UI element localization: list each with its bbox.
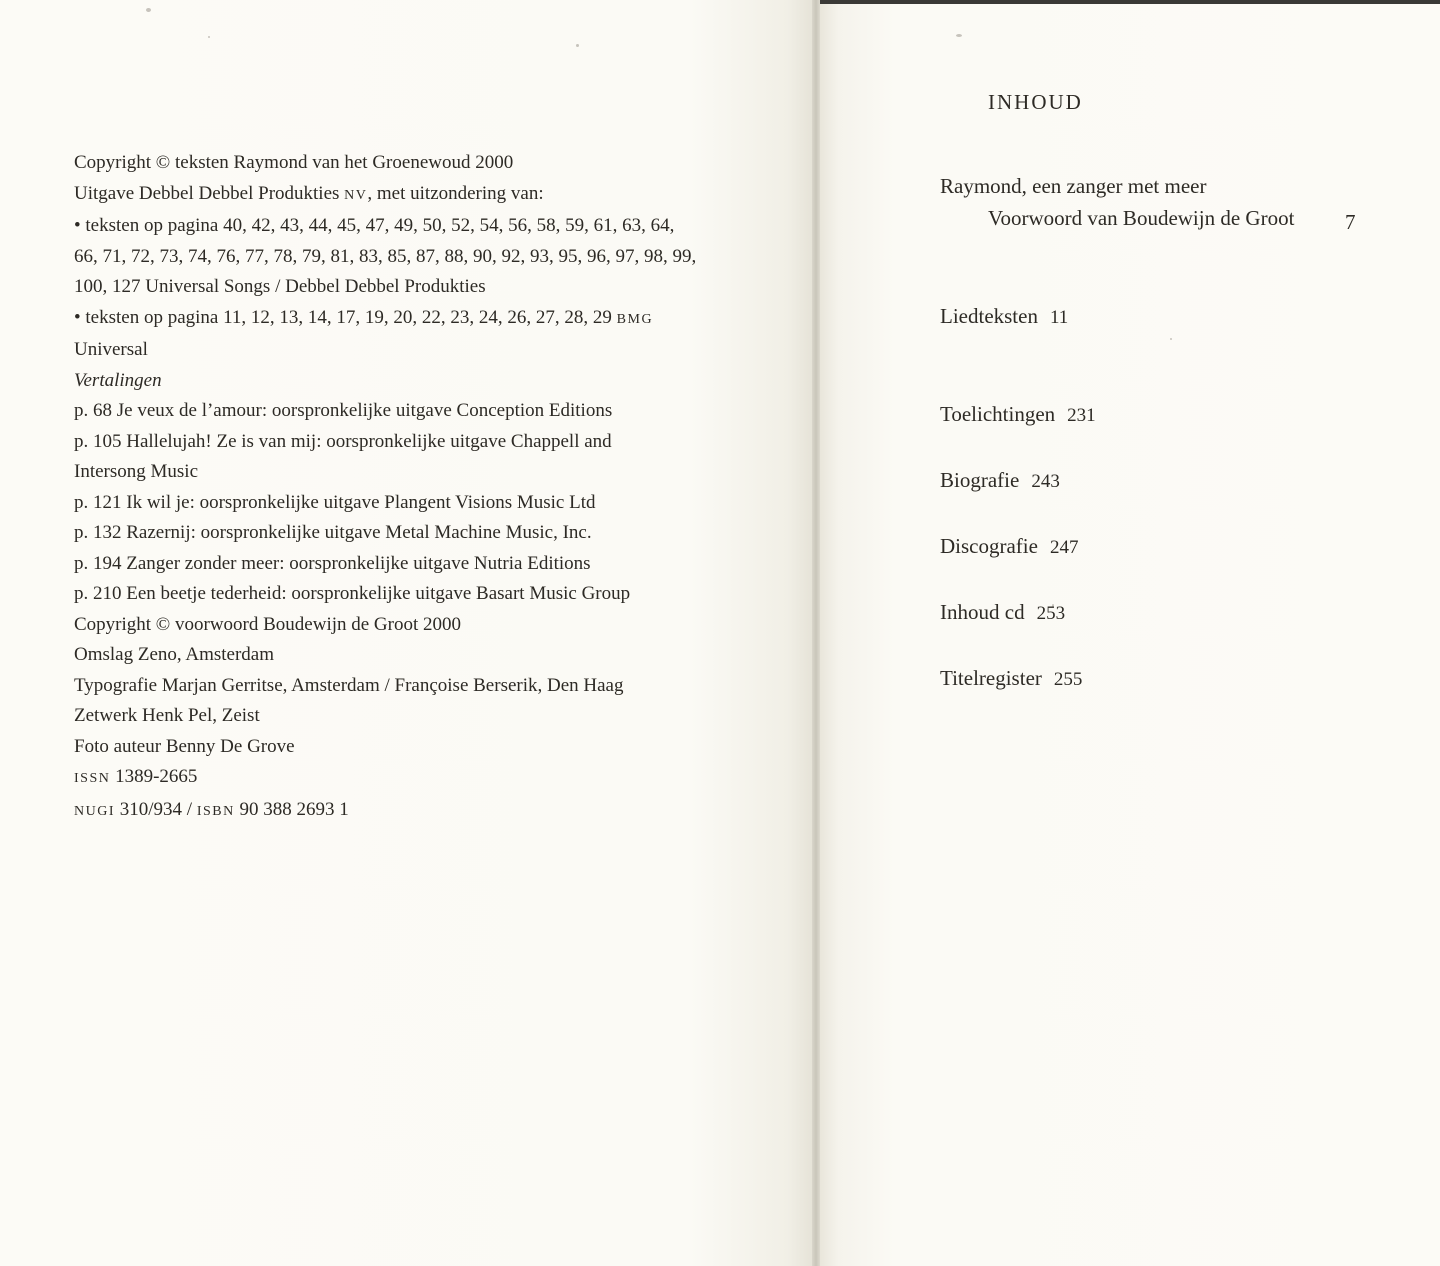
colophon-line: Copyright © voorwoord Boudewijn de Groot 2000 <box>74 613 462 635</box>
colophon-line: Universal <box>74 339 148 360</box>
colophon-line: p. 105 Hallelujah! Ze is van mij: oorspronkelijke uitgave Chappell and <box>74 430 612 452</box>
toc-page-number: 255 <box>1053 669 1083 690</box>
toc-page-number: 7 <box>1345 210 1356 234</box>
colophon-line-suffix: , met uitzondering van: <box>367 182 544 204</box>
colophon-line: p. 210 Een beetje tederheid: oorspronkelijke uitgave Basart Music Group <box>74 583 631 604</box>
toc-page-number: 243 <box>1031 471 1060 492</box>
toc-entry-titelregister[interactable] <box>940 666 1082 691</box>
colophon-line: 66, 71, 72, 73, 74, 76, 77, 78, 79, 81, 83, 85, 87, 88, 90, 92, 93, 95, 96, 97, 98, 99, <box>74 245 697 267</box>
toc-entry-title: Discografie <box>940 534 1038 558</box>
colophon-line: • teksten op pagina 40, 42, 43, 44, 45, 47, 49, 50, 52, 54, 56, 58, 59, 61, 63, 64, <box>74 215 675 236</box>
toc-entry-biografie[interactable] <box>940 468 1060 493</box>
toc-entry-title: Inhoud cd <box>940 600 1025 624</box>
isbn-number: 90 388 2693 1 <box>239 798 349 820</box>
toc-page-number: 247 <box>1049 537 1079 558</box>
toc-entry-title: Titelregister <box>940 666 1042 690</box>
toc-entry-inhoud-cd[interactable] <box>940 600 1065 625</box>
paper-speck <box>956 34 962 37</box>
colophon-line-text: • teksten op pagina 11, 12, 13, 14, 17, 19, 20, 22, 23, 24, 26, 27, 28, 29 <box>74 306 612 328</box>
colophon-line: p. 68 Je veux de l’amour: oorspronkelijke uitgave Conception Editions <box>74 400 613 421</box>
toc-entry-toelichtingen[interactable] <box>940 402 1096 427</box>
toc-page-number: 11 <box>1049 307 1069 328</box>
colophon-line: p. 121 Ik wil je: oorspronkelijke uitgave Plangent Visions Music Ltd <box>74 491 596 513</box>
toc-entry-title: Liedteksten <box>940 304 1038 328</box>
colophon-line: Omslag Zeno, Amsterdam <box>74 644 274 665</box>
colophon-line: Typografie Marjan Gerritse, Amsterdam / Françoise Berserik, Den Haag <box>74 674 624 696</box>
issn-label: ISSN <box>74 771 111 786</box>
nugi-number: 310/934 / <box>119 798 193 820</box>
nugi-isbn-line <box>74 795 734 828</box>
colophon-line: Intersong Music <box>74 461 199 482</box>
colophon-line: Copyright © teksten Raymond van het Groenewoud 2000 <box>74 152 514 173</box>
toc-page-number: 253 <box>1036 603 1066 624</box>
colophon-line: Foto auteur Benny De Grove <box>74 735 295 757</box>
toc-entry-title: Toelichtingen <box>940 402 1056 426</box>
nv-abbrev: NV <box>344 187 368 203</box>
paper-speck <box>1170 338 1172 340</box>
issn-number: 1389-2665 <box>115 766 198 787</box>
nugi-label: NUGI <box>74 803 115 819</box>
isbn-label: ISBN <box>196 803 235 819</box>
issn-line <box>74 762 734 795</box>
bmg-abbrev: BMG <box>616 311 654 327</box>
colophon-line: 100, 127 Universal Songs / Debbel Debbel Produkties <box>74 276 486 297</box>
book-gutter <box>812 0 820 1266</box>
toc-entry-discografie[interactable] <box>940 534 1078 559</box>
translations-heading: Vertalingen <box>74 369 162 391</box>
toc-entry-title: Biografie <box>940 468 1020 492</box>
toc-title: INHOUD <box>988 90 1083 114</box>
toc-entry-liedteksten[interactable] <box>940 304 1068 329</box>
colophon-line: p. 132 Razernij: oorspronkelijke uitgave Metal Machine Music, Inc. <box>74 522 592 543</box>
paper-speck <box>576 44 579 47</box>
colophon-text <box>74 148 734 827</box>
toc-entry-voorwoord[interactable]: Raymond, een zanger met meer <box>940 174 1207 198</box>
colophon-line: p. 194 Zanger zonder meer: oorspronkelijke uitgave Nutria Editions <box>74 552 591 574</box>
colophon-line <box>74 179 734 212</box>
colophon-line-text: Uitgave Debbel Debbel Produkties <box>74 182 340 204</box>
paper-speck <box>208 36 210 38</box>
colophon-line: Zetwerk Henk Pel, Zeist <box>74 705 260 726</box>
toc-page-number: 231 <box>1067 405 1096 426</box>
colophon-line <box>74 303 734 336</box>
paper-speck <box>146 8 151 12</box>
toc-entry-subtitle: Voorwoord van Boudewijn de Groot <box>988 206 1295 230</box>
